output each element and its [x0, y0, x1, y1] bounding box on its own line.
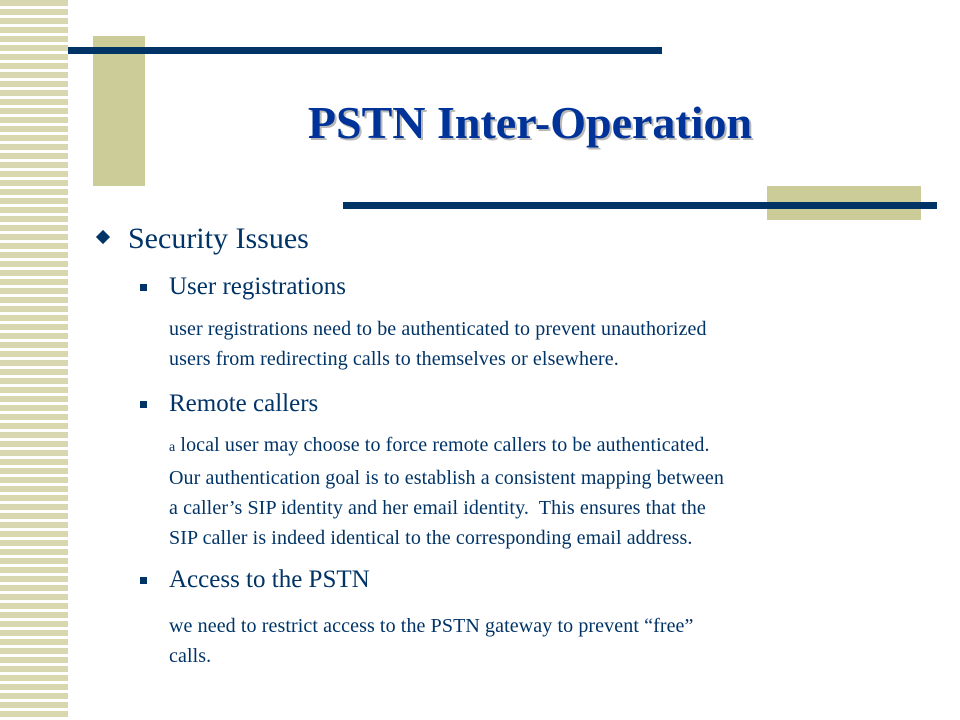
- subheading-label: Access to the PSTN: [169, 566, 370, 593]
- square-bullet-icon: [140, 401, 147, 408]
- subheading-label: Remote callers: [169, 390, 319, 417]
- body-line: [169, 430, 909, 463]
- slide-title: PSTN Inter-Operation: [307, 97, 753, 148]
- diamond-bullet-icon: [96, 230, 110, 244]
- body-line-rest: local user may choose to force remote callers to be authenticated.: [175, 434, 710, 456]
- body-line: user registrations need to be authenticated to prevent unauthorized: [169, 318, 707, 340]
- body-first-word: a: [169, 440, 176, 455]
- body-remote-callers: [169, 430, 909, 553]
- body-line: Our authentication goal is to establish a consistent mapping between: [169, 467, 725, 489]
- body-user-registrations: [169, 314, 909, 374]
- square-bullet-icon: [140, 284, 147, 291]
- decorative-line-top: [68, 47, 662, 54]
- body-line: users from redirecting calls to themselves or elsewhere.: [169, 348, 619, 370]
- square-bullet-icon: [140, 577, 147, 584]
- decorative-line-middle: [343, 202, 937, 209]
- stripe-panel-edge: [68, 0, 70, 720]
- decorative-stripe-panel: [0, 0, 68, 720]
- body-line: we need to restrict access to the PSTN gateway to prevent “free”: [169, 615, 694, 637]
- body-line: SIP caller is indeed identical to the corresponding email address.: [169, 527, 693, 549]
- section-heading-label: Security Issues: [128, 222, 309, 255]
- decorative-tan-block-left: [93, 36, 145, 186]
- body-access-pstn: [169, 611, 909, 671]
- body-line: a caller’s SIP identity and her email identity. This ensures that the: [169, 497, 706, 519]
- body-line: calls.: [169, 645, 212, 667]
- subheading-label: User registrations: [169, 273, 347, 300]
